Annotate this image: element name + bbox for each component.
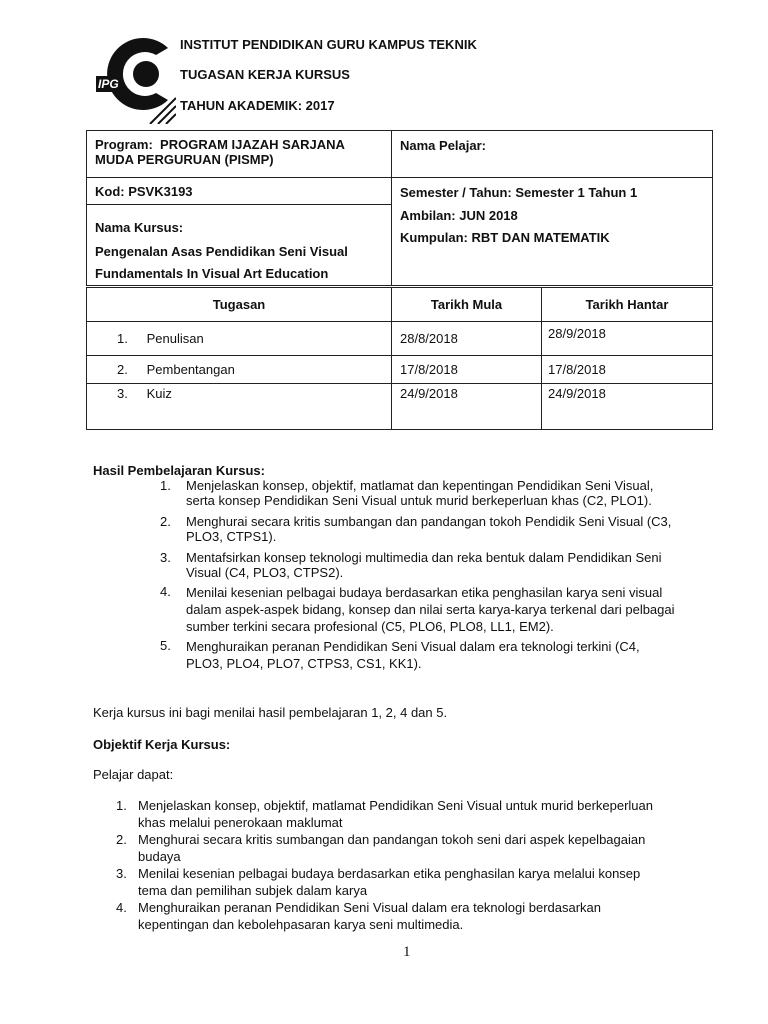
course-name-malay: Pengenalan Asas Pendidikan Seni Visual [95, 244, 348, 259]
learning-outcomes-list [160, 478, 740, 670]
task-due-date: 17/8/2018 [542, 356, 713, 384]
tasks-header-mula: Tarikh Mula [392, 288, 542, 322]
task-number: 2. [117, 362, 128, 377]
objectives-intro: Pelajar dapat: [93, 767, 174, 782]
institute-name: INSTITUT PENDIDIKAN GURU KAMPUS TEKNIK [180, 37, 477, 52]
item-line: Menilai kesenian pelbagai budaya berdasarkan etika penghasilan karya melalui konsep [138, 866, 641, 881]
task-start-date: 24/9/2018 [392, 384, 542, 430]
item-line: sumber terkini secara profesional (C5, PLO6, PLO8, LL1, EM2). [186, 619, 554, 634]
list-item [160, 478, 740, 508]
item-number: 3. [116, 866, 127, 881]
course-name-label: Nama Kursus: [95, 220, 184, 235]
program-value-line2: MUDA PERGURUAN (PISMP) [95, 152, 274, 167]
ipg-logo [96, 38, 176, 124]
task-start-date: 17/8/2018 [392, 356, 542, 384]
item-line: kepentingan dan kebolehpasaran karya seni multimedia. [138, 917, 464, 932]
program-cell [87, 131, 392, 178]
item-number: 4. [160, 584, 171, 599]
student-name-cell [392, 131, 713, 178]
list-item [116, 831, 736, 865]
item-line: Menjelaskan konsep, objektif, matlamat Pendidikan Seni Visual untuk murid berkeperluan [138, 798, 653, 813]
document-type: TUGASAN KERJA KURSUS [180, 67, 350, 82]
item-line: khas melalui penerokaan maklumat [138, 815, 343, 830]
table-row [87, 384, 713, 430]
item-line: budaya [138, 849, 181, 864]
task-name: Penulisan [146, 331, 204, 346]
item-line: Menghurai secara kritis sumbangan dan pandangan tokoh Pendidik Seni Visual (C3, [186, 514, 672, 529]
course-info-table [86, 130, 713, 286]
item-number: 3. [160, 550, 171, 565]
course-name-english: Fundamentals In Visual Art Education [95, 266, 329, 281]
task-name: Kuiz [146, 386, 172, 401]
list-item [160, 584, 740, 632]
item-line: Mentafsirkan konsep teknologi multimedia dan reka bentuk dalam Pendidikan Seni [186, 550, 662, 565]
objectives-title: Objektif Kerja Kursus: [93, 737, 231, 752]
item-line: Menghuraikan peranan Pendidikan Seni Visual dalam era teknologi terkini (C4, [186, 639, 640, 654]
program-value-line1: PROGRAM IJAZAH SARJANA [160, 137, 345, 152]
table-row [87, 356, 713, 384]
intake: Ambilan: JUN 2018 [400, 208, 518, 223]
item-number: 1. [160, 478, 171, 493]
task-name: Pembentangan [146, 362, 235, 377]
tasks-header-hantar: Tarikh Hantar [542, 288, 713, 322]
list-item [116, 865, 736, 899]
objectives-list [116, 797, 736, 933]
task-number: 3. [117, 386, 128, 401]
list-item [160, 638, 740, 670]
assessment-note: Kerja kursus ini bagi menilai hasil pembelajaran 1, 2, 4 dan 5. [93, 705, 448, 720]
list-item [160, 514, 740, 546]
learning-outcomes-title: Hasil Pembelajaran Kursus: [93, 463, 265, 478]
item-number: 1. [116, 798, 127, 813]
list-item [160, 550, 740, 582]
program-label: Program: [95, 137, 153, 152]
item-number: 4. [116, 900, 127, 915]
task-due-date: 24/9/2018 [542, 384, 713, 430]
item-line: Menilai kesenian pelbagai budaya berdasarkan etika penghasilan karya seni visual [186, 585, 663, 600]
task-start-date: 28/8/2018 [392, 322, 542, 356]
semester-cell [392, 178, 713, 286]
tasks-table [86, 287, 713, 430]
logo-text: IPG [98, 77, 119, 91]
group: Kumpulan: RBT DAN MATEMATIK [400, 230, 610, 245]
item-line: dalam aspek-aspek bidang, konsep dan nilai serta karya-karya terkenal dari pelbagai [186, 602, 675, 617]
item-line: Visual (C4, PLO3, CTPS2). [186, 565, 344, 580]
task-due-date: 28/9/2018 [542, 322, 713, 356]
item-line: Menghurai secara kritis sumbangan dan pandangan tokoh seni dari aspek kepelbagaian [138, 832, 646, 847]
item-number: 2. [116, 832, 127, 847]
item-line: Menghuraikan peranan Pendidikan Seni Visual dalam era teknologi berdasarkan [138, 900, 602, 915]
item-line: Menjelaskan konsep, objektif, matlamat dan kepentingan Pendidikan Seni Visual, [186, 478, 654, 493]
tasks-header-tugasan: Tugasan [87, 288, 392, 322]
divider [87, 204, 392, 205]
item-number: 5. [160, 638, 171, 653]
table-row [87, 322, 713, 356]
course-code: Kod: PSVK3193 [95, 184, 193, 199]
item-line: PLO3, PLO4, PLO7, CTPS3, CS1, KK1). [186, 656, 422, 671]
item-line: tema dan pemilihan subjek dalam karya [138, 883, 368, 898]
task-number: 1. [117, 331, 128, 346]
item-number: 2. [160, 514, 171, 529]
page-number: 1 [403, 944, 411, 960]
item-line: serta konsep Pendidikan Seni Visual untuk murid berkeperluan khas (C2, PLO1). [186, 493, 652, 508]
list-item [116, 797, 736, 831]
semester: Semester / Tahun: Semester 1 Tahun 1 [400, 185, 638, 200]
academic-year: TAHUN AKADEMIK: 2017 [180, 98, 335, 113]
list-item [116, 899, 736, 933]
item-line: PLO3, CTPS1). [186, 529, 277, 544]
student-name-label: Nama Pelajar: [400, 138, 486, 153]
course-cell [87, 178, 392, 286]
